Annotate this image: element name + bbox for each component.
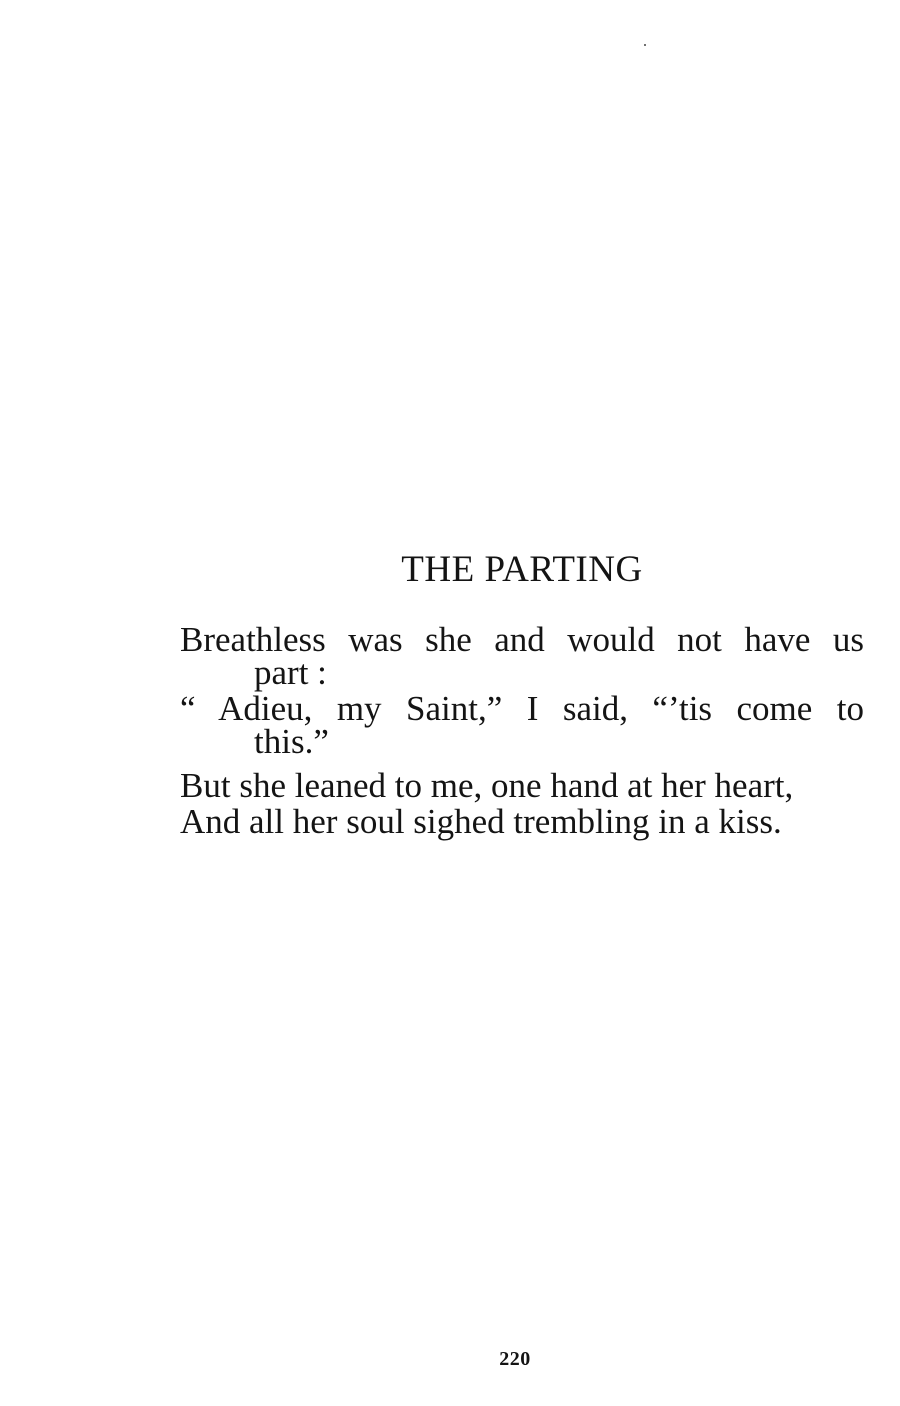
- poem-line-1: Breathless was she and would not have us: [180, 620, 864, 659]
- poem-line-2: “ Adieu, my Saint,” I said, “’tis come to: [180, 689, 864, 728]
- page-number: 220: [499, 1348, 531, 1370]
- poem-line-4: And all her soul sighed trembling in a kiss.: [180, 802, 782, 841]
- poem-line-3: But she leaned to me, one hand at her heart,: [180, 766, 794, 805]
- print-speck: [644, 44, 646, 46]
- poem-line-1-continuation: part :: [254, 653, 327, 692]
- poem-line-2-continuation: this.”: [254, 722, 329, 761]
- poem-stanza: [180, 622, 864, 840]
- poem-title: THE PARTING: [401, 549, 643, 590]
